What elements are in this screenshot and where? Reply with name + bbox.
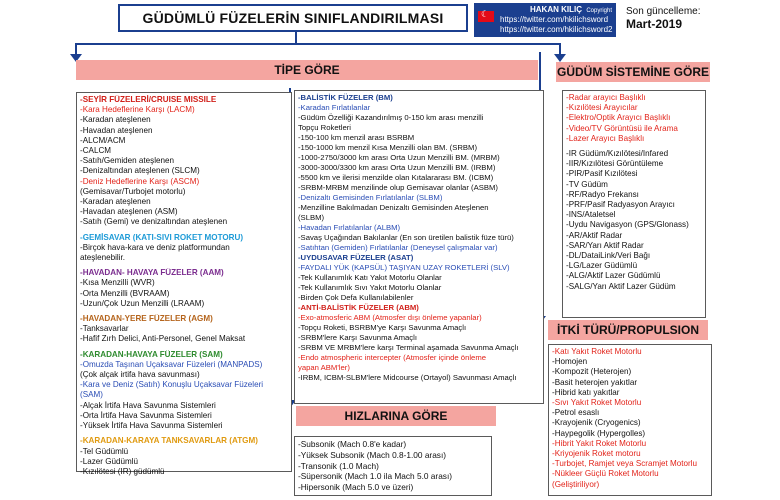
propulsion-list-item: -Turbojet, Ramjet veya Scramjet Motorlu	[552, 459, 697, 469]
last-updated	[626, 6, 701, 32]
panel-speed	[294, 436, 492, 496]
updated-date: Mart-2019	[626, 17, 683, 31]
type-list-item: -150-1000 km menzil Kısa Menzilli olan BM. (SRBM)	[298, 143, 478, 152]
type-list-item: -150-100 km menzil arası BSRBM	[298, 133, 415, 142]
type-list-item: -BALİSTİK FÜZELER (BM)	[298, 93, 393, 102]
guidance-list-item: -RF/Radyo Frekansı	[566, 189, 639, 199]
panel-guidance	[562, 90, 706, 318]
page-title: GÜDÜMLÜ FÜZELERİN SINIFLANDIRILMASI	[142, 10, 444, 26]
propulsion-list-item: -Basit heterojen yakıtlar	[552, 377, 638, 387]
copyright-label: Copyright	[586, 8, 612, 14]
propulsion-list-item: -Homojen	[552, 357, 588, 367]
guidance-list-item: -PRF/Pasif Radyasyon Arayıcı	[566, 200, 675, 210]
type-list-item: -GEMİSAVAR (KATI-SIVI ROKET MOTORU)	[80, 232, 244, 242]
type-list-item: -Kara ve Deniz (Satıh) Konuşlu Uçaksavar Füzeleri	[80, 380, 264, 390]
author-link-1[interactable]: https://twitter.com/hkilichsword	[500, 15, 609, 24]
type-list-item: (Çok alçak irtifa hava savunması)	[80, 370, 200, 380]
guidance-list-item: -Elektro/Optik Arayıcı Başlıklı	[566, 113, 671, 123]
propulsion-list-item: (Geliştiriliyor)	[552, 479, 600, 489]
speed-list-item: -Hipersonik (Mach 5.0 ve üzeri)	[298, 482, 414, 493]
guidance-list-item: -INS/Ataletsel	[566, 210, 616, 220]
propulsion-list-item: -Haypegolik (Hypergolles)	[552, 428, 646, 438]
type-list-item: -Omuzda Taşınan Uçaksavar Füzeleri (MANPADS)	[80, 359, 263, 369]
type-list-item: -1000-2750/3000 km arası Orta Uzun Menzilli BM. (MRBM)	[298, 153, 500, 162]
guidance-list-item: -IIR/Kızılötesi Görüntüleme	[566, 159, 664, 169]
header-itki-label: İTKİ TÜRÜ/PROPULSION	[556, 323, 699, 337]
type-list-item: -Güdüm Özelliği Kazandırılmış 0-150 km arası menzilli	[298, 113, 484, 122]
type-list-item: -KARADAN-HAVAYA FÜZELER (SAM)	[80, 349, 223, 359]
author-name: HAKAN KILIÇ	[530, 5, 582, 14]
author-box	[474, 3, 616, 37]
speed-list-item: -Süpersonik (Mach 1.0 ila Mach 5.0 arası)	[298, 471, 453, 482]
type-list-item: -Lazer Güdümlü	[80, 456, 139, 466]
propulsion-list-item: -Kompozit (Heterojen)	[552, 367, 632, 377]
type-list-item: -5500 km ve ilerisi menzilde olan Kıtalararası BM. (ICBM)	[298, 173, 494, 182]
guidance-list-item: -PIR/Pasif Kızılötesi	[566, 169, 638, 179]
type-list-item: Topçu Roketleri	[298, 123, 351, 132]
type-list-item: -Tel Güdümlü	[80, 446, 129, 456]
speed-list-item: -Subsonik (Mach 0.8'e kadar)	[298, 439, 407, 449]
type-list-item: (SAM)	[80, 390, 103, 400]
type-list-item: -Endo atmospheric intercepter (Atmosfer içinde önleme	[298, 353, 487, 362]
type-list-item: -Savaş Uçağından Bakılanlar (En son üretilen balistik füze türü)	[298, 233, 514, 242]
type-list-item: -Topçu Roketi, BSRBM'ye Karşı Savunma Amaçlı	[298, 323, 467, 332]
propulsion-list-item: -Sıvı Yakıt Roket Motorlu	[552, 398, 642, 408]
guidance-list-item: -Lazer Arayıcı Başlıklı	[566, 133, 645, 143]
type-list-item: -Uzun/Çok Uzun Menzilli (LRAAM)	[80, 298, 205, 308]
guidance-list-item: -AR/Aktif Radar	[566, 230, 623, 240]
type-list-item: -Alçak İrtifa Hava Savunma Sistemleri	[80, 400, 216, 410]
guidance-list-item: -LG/Lazer Güdümlü	[566, 261, 638, 271]
updated-label: Son güncelleme:	[626, 6, 701, 17]
type-list-item: -Menzilline Bakılmadan Denizaltı Gemisinden Ateşlenen	[298, 203, 489, 212]
propulsion-list-item: -Krayojenik (Cryogenics)	[552, 418, 641, 428]
type-list-item: -Karadan ateşlenen	[80, 197, 151, 207]
type-list-item: -Birden Çok Defa Kullanılabilenler	[298, 293, 414, 302]
title-box	[118, 4, 468, 32]
guidance-list-item: -DL/DataiLink/Veri Bağı	[566, 251, 651, 261]
guidance-list-item: -SAR/Yarı Aktif Radar	[566, 240, 644, 250]
speed-list-item: -Yüksek Subsonik (Mach 0.8-1.00 arası)	[298, 449, 447, 460]
turkish-flag-icon	[478, 11, 494, 22]
type-list-item: -SRBM-MRBM menzilinde olup Gemisavar olanlar (ASBM)	[298, 183, 498, 192]
type-list-item: -Hafif Zırh Delici, Anti-Personel, Genel Maksat	[80, 334, 246, 344]
type-list-item: -SEYİR FÜZELERİ/CRUISE MISSILE	[80, 95, 217, 104]
type-list-item: -Tek Kullanımlık Katı Yakıt Motorlu Olanlar	[298, 273, 442, 282]
type-list-item: -Denizaltından ateşlenen (SLCM)	[80, 166, 200, 176]
guidance-list-item: -IR Güdüm/Kızılötesi/Infared	[566, 149, 669, 159]
author-link-2[interactable]: https://twitter.com/hkilichsword2	[500, 25, 613, 34]
type-list-item: -Deniz Hedeflerine Karşı (ASCM)	[80, 176, 200, 186]
panel-propulsion	[548, 344, 712, 496]
header-itki	[548, 320, 708, 340]
type-list-item: (SLBM)	[298, 213, 325, 222]
type-list-item: -KARADAN-KARAYA TANKSAVARLAR (ATGM)	[80, 436, 258, 446]
type-list-item: (Gemisavar/Turbojet motorlu)	[80, 186, 186, 196]
type-list-item: -Kara Hedeflerine Karşı (LACM)	[80, 105, 195, 115]
header-hiz-label: HIZLARINA GÖRE	[344, 409, 448, 423]
guidance-list-item: -ALG/Aktif Lazer Güdümlü	[566, 271, 661, 281]
header-tipe	[76, 60, 538, 80]
type-list-item: -3000-3000/3300 km arası Orta Uzun Menzilli BM. (IRBM)	[298, 163, 496, 172]
type-list-item: -Tek Kullanımlık Sıvı Yakıt Motorlu Olanlar	[298, 283, 442, 292]
type-list-item: -Kısa Menzilli (WVR)	[80, 278, 155, 288]
propulsion-list-item: -Petrol esaslı	[552, 408, 600, 418]
guidance-list-item: -Uydu Navigasyon (GPS/Glonass)	[566, 220, 689, 230]
type-list-item: -Havadan Fırlatılanlar (ALBM)	[298, 223, 401, 232]
speed-list-item: -Transonik (1.0 Mach)	[298, 460, 379, 471]
type-list-item: -Orta Menzilli (BVRAAM)	[80, 288, 170, 298]
type-list-item: -Satıh/Gemiden ateşlenen	[80, 156, 175, 166]
type-list-item: -Orta İrtifa Hava Savunma Sistemleri	[80, 410, 212, 420]
header-gudum-label: GÜDÜM SİSTEMİNE GÖRE	[556, 65, 709, 79]
propulsion-list-item: -Katı Yakıt Roket Motorlu	[552, 347, 642, 356]
type-list-item: -Havadan ateşlenen (ASM)	[80, 207, 178, 217]
type-list-item: ateşlenebilir.	[80, 253, 125, 263]
guidance-list-item: -Radar arayıcı Başlıklı	[566, 93, 646, 102]
type-list-item: -Tanksavarlar	[80, 324, 129, 334]
propulsion-list-item: -Nükleer Güçlü Roket Motorlu	[552, 469, 659, 479]
type-list-item: -Kızılötesi (IR) güdümlü	[80, 466, 165, 476]
type-list-item: -FAYDALI YÜK (KAPSÜL) TAŞIYAN UZAY ROKETLERİ (SLV)	[298, 263, 510, 272]
panel-type-left	[76, 92, 292, 476]
type-list-item: -Havadan ateşlenen	[80, 125, 153, 135]
type-list-item: -Karadan Fırlatılanlar	[298, 103, 371, 112]
type-list-item: -SRBM'lere Karşı Savunma Amaçlı	[298, 333, 417, 342]
type-list-item: yapan ABM'ler)	[298, 363, 350, 372]
type-list-item: -ALCM/ACM	[80, 135, 126, 145]
type-list-item: -CALCM	[80, 146, 112, 156]
type-list-item: -HAVADAN- HAVAYA FÜZELER (AAM)	[80, 268, 224, 278]
type-list-item: -ANTİ-BALİSTİK FÜZELER (ABM)	[298, 303, 419, 312]
type-list-item: -SRBM VE MRBM'lere karşı Terminal aşamada Savunma Amaçlı	[298, 343, 519, 352]
type-list-item: -Denizaltı Gemisinden Fırlatılanlar (SLBM)	[298, 193, 443, 202]
propulsion-list-item: -Hibrit Yakıt Roket Motorlu	[552, 438, 647, 448]
guidance-list-item: -TV Güdüm	[566, 179, 608, 189]
header-hiz	[296, 406, 496, 426]
type-list-item: -Birçok hava-kara ve deniz platformundan	[80, 242, 230, 252]
type-list-item: -Satıhtan (Gemiden) Fırlatılanlar (Deneysel çalışmalar var)	[298, 243, 498, 252]
guidance-list-item: -Kızılötesi Arayıcılar	[566, 103, 638, 113]
type-list-item: -Exo-atmosferic ABM (Atmosfer dışı önleme yapanlar)	[298, 313, 482, 322]
panel-type-middle	[294, 90, 544, 404]
header-tipe-label: TİPE GÖRE	[274, 63, 340, 77]
guidance-list-item: -Video/TV Görüntüsü ile Arama	[566, 123, 678, 133]
type-list-item: -IRBM, ICBM-SLBM'lere Midcourse (Ortayol) Savunması Amaçlı	[298, 373, 517, 382]
type-list-item: -UYDUSAVAR FÜZELER (ASAT)	[298, 253, 414, 262]
type-list-item: -HAVADAN-YERE FÜZELER (AGM)	[80, 314, 213, 324]
type-list-item: -Karadan ateşlenen	[80, 115, 151, 125]
header-gudum	[556, 62, 710, 82]
type-list-item: -Yüksek İrtifa Hava Savunma Sistemleri	[80, 421, 223, 431]
guidance-list-item: -SALG/Yarı Aktif Lazer Güdüm	[566, 281, 676, 291]
propulsion-list-item: -Kriyojenik Roket motoru	[552, 449, 641, 459]
type-list-item: -Satıh (Gemi) ve denizaltından ateşlenen	[80, 217, 228, 227]
propulsion-list-item: -Hibrid katı yakıtlar	[552, 387, 620, 397]
